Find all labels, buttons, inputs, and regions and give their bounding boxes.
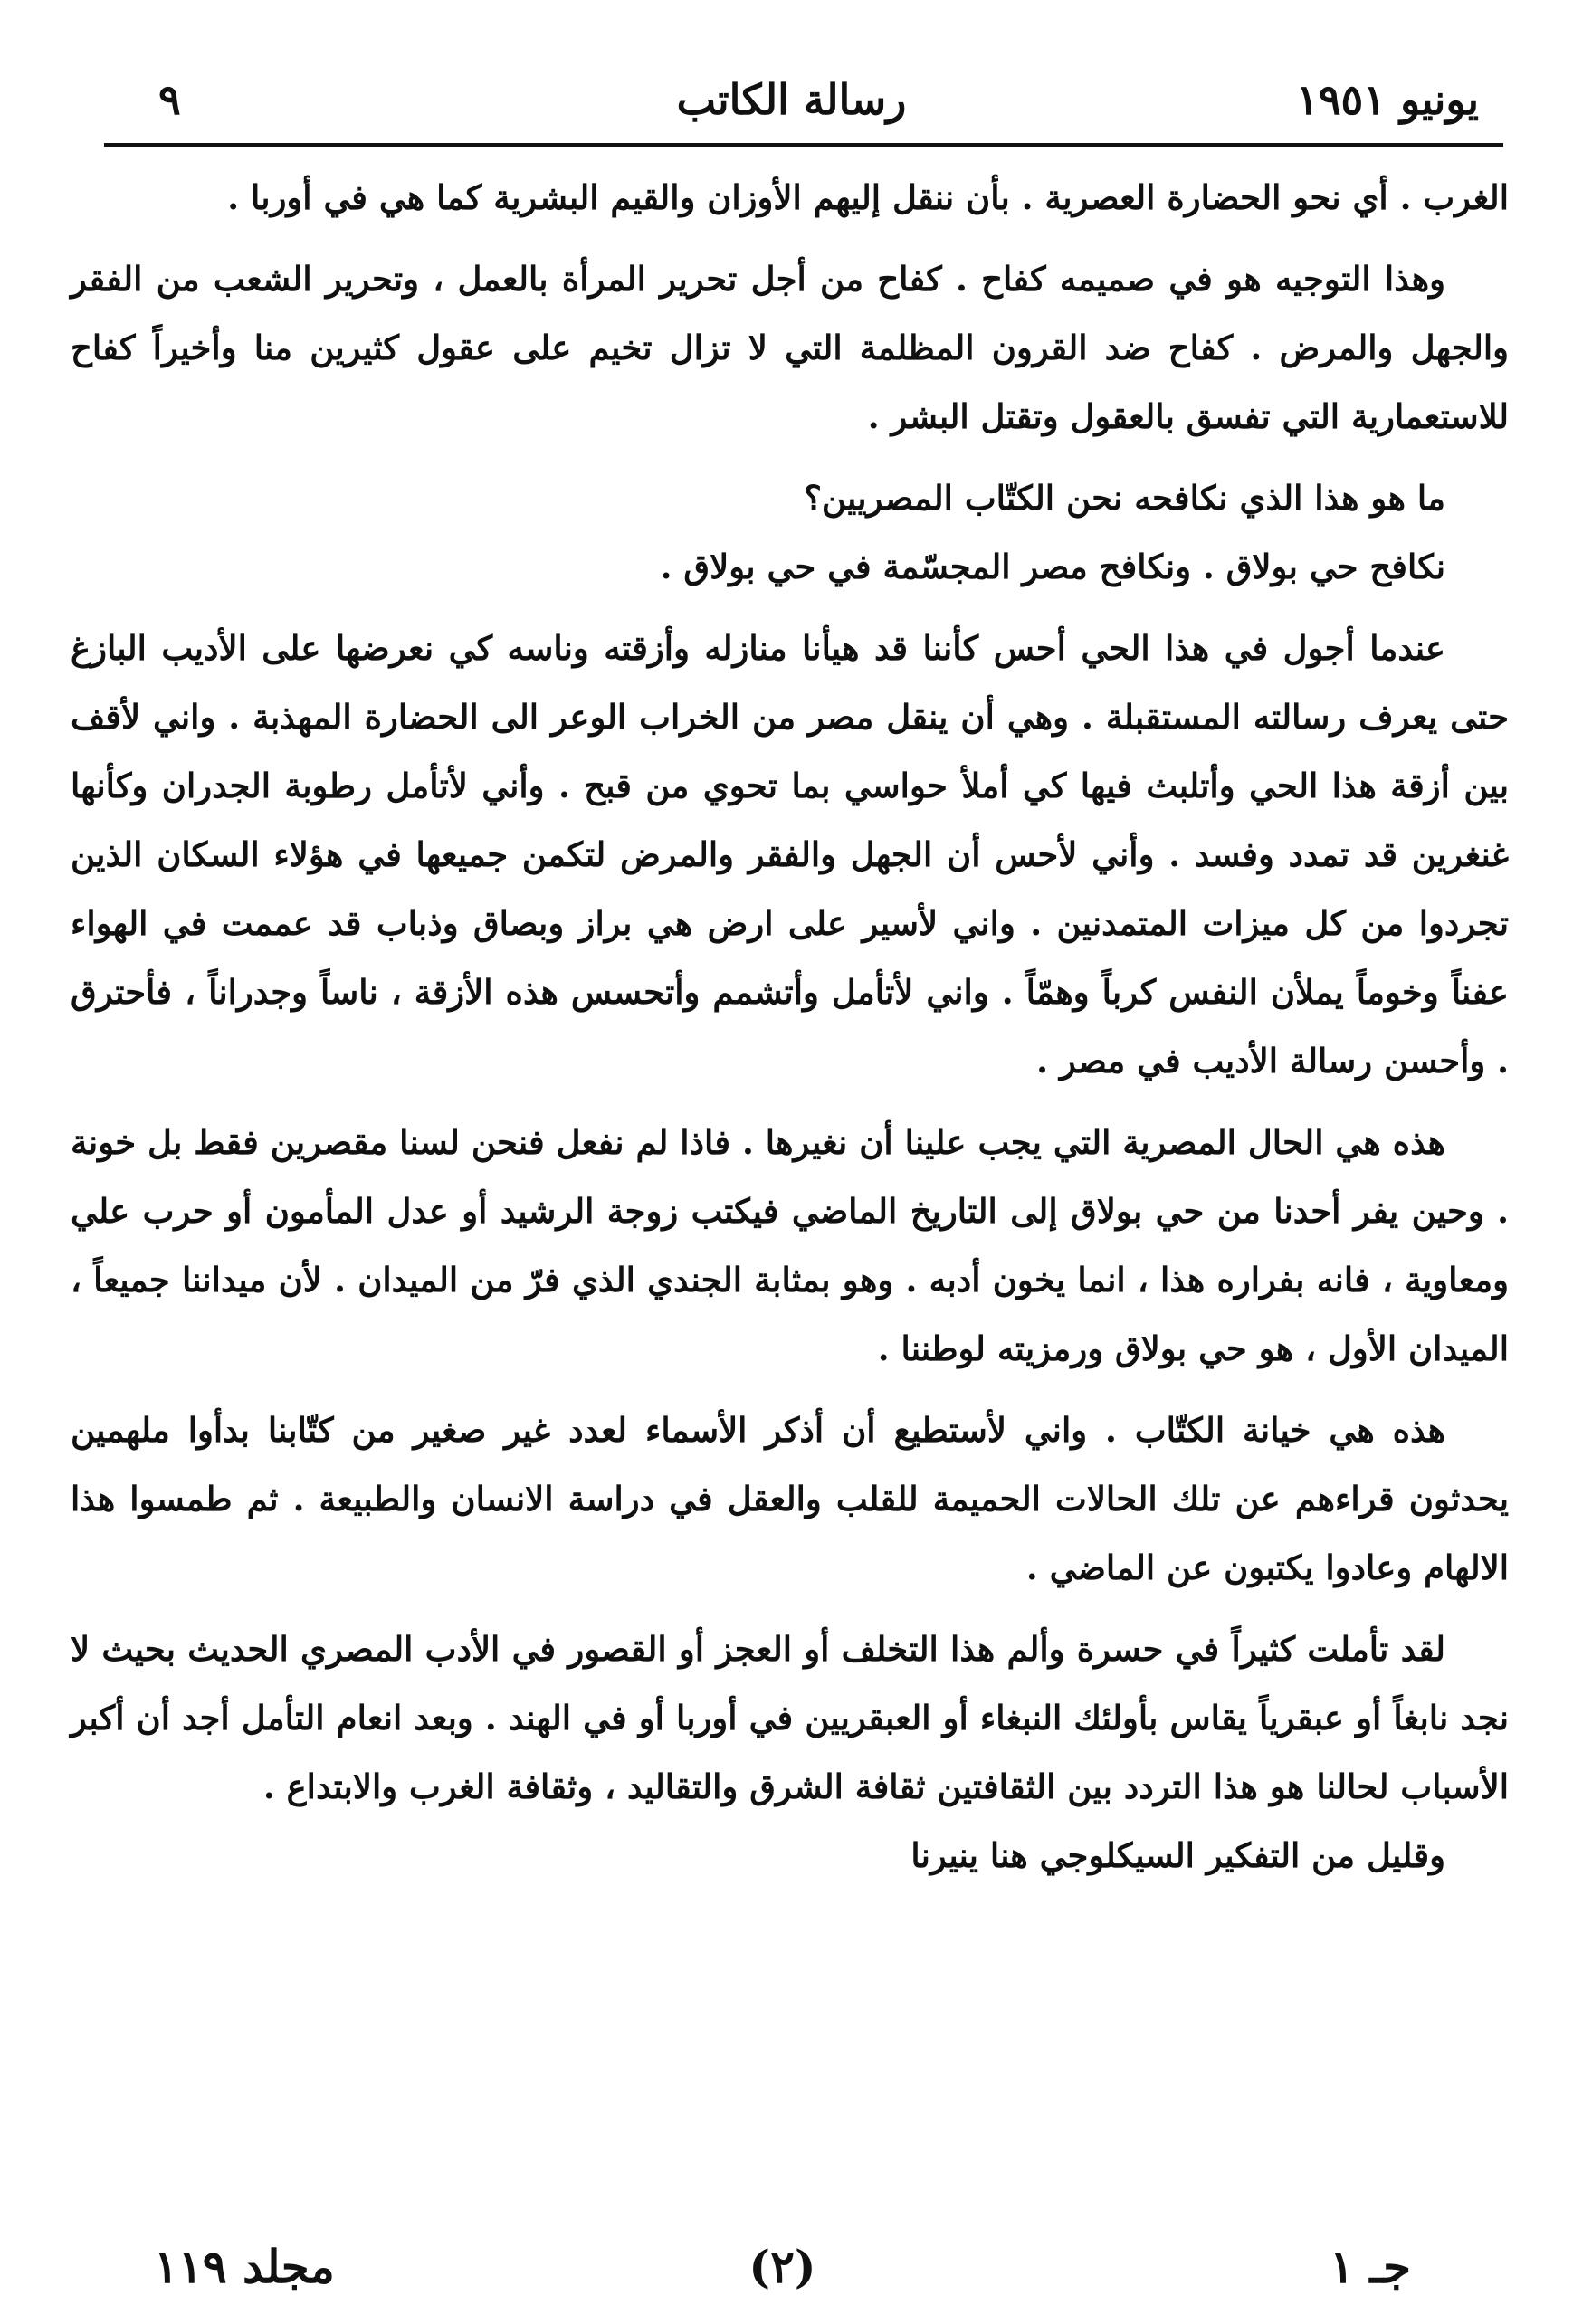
part-label: جـ ١ [1330,2240,1411,2293]
volume-page: مجلد ١١٩ [154,2240,335,2293]
issue-number: (٢) [748,2240,816,2293]
paragraph: وهذا التوجيه هو في صميمه كفاح . كفاح من أجل تحرير المرأة بالعمل ، وتحرير الشعب من الفقر والجهل والمرض . كفاح ضد القرون المظلمة التي لا تزال تخيم على عقول كثيرين منا وأخيراً كفاح للاستعمارية التي تفسق بالعقول وتقتل البشر . [71,259,1509,436]
page-header [104,63,1479,136]
page-number: ٩ [158,75,181,124]
paragraph: هذه هي خيانة الكتّاب . واني لأستطيع أن أذكر الأسماء لعدد غير صغير من كتّابنا بدأوا ملهمين يحدثون قراءهم عن تلك الحالات الحميمة للقلب والعقل في دراسة الانسان والطبيعة . ثم طمسوا هذا الالهام وعادوا يكتبون عن الماضي . [71,1410,1509,1587]
paragraph: هذه هي الحال المصرية التي يجب علينا أن نغيرها . فاذا لم نفعل فنحن لسنا مقصرين فقط بل خونة . وحين يفر أحدنا من حي بولاق إلى التاريخ الماضي فيكتب زوجة الرشيد أو عدل المأمون أو حرب علي ومعاوية ، فانه بفراره هذا ، انما يخون أدبه . وهو بمثابة الجندي الذي فرّ من الميدان . لأن ميداننا جميعاً ، الميدان الأول ، هو حي بولاق ورمزيته لوطننا . [71,1122,1509,1368]
paragraph: عندما أجول في هذا الحي أحس كأننا قد هيأنا منازله وأزقته وناسه كي نعرضها على الأديب البازغ حتى يعرف رسالته المستقبلة . وهي أن ينقل مصر من الخراب الوعر الى الحضارة المهذبة . واني لأقف بين أزقة هذا الحي وأتلبث فيها كي أملأ حواسي بما تحوي من قبح . وأني لأتأمل رطوبة الجدران وكأنها غنغرين قد تمدد وفسد . وأني لأحس أن الجهل والفقر والمرض لتكمن جميعها في هؤلاء السكان الذين تجردوا من كل ميزات المتمدنين . واني لأسير على ارض هي براز وبصاق وذباب قد عممت في الهواء عفناً وخوماً يملأن النفس كرباً وهمّاً . واني لأتأمل وأتشمم وأتحسس هذه الأزقة ، ناساً وجدراناً ، فأحترق . وأحسن رسالة الأديب في مصر . [71,628,1509,1081]
paragraph: الغرب . أي نحو الحضارة العصرية . بأن ننقل إليهم الأوزان والقيم البشرية كما هي في أوربا . [227,177,1509,217]
page-footer [154,2231,1411,2303]
paragraph: ما هو هذا الذي نكافحه نحن الكتّاب المصريين؟ [804,478,1445,518]
magazine-title: رسالة الكاتب [676,75,907,124]
issue-date: يونيو ١٩٥١ [1296,75,1479,124]
paragraph: لقد تأملت كثيراً في حسرة وألم هذا التخلف أو العجز أو القصور في الأدب المصري الحديث بحيث لا نجد نابغاً أو عبقرياً يقاس بأولئك النبغاء أو العبقريين في أوربا أو في الهند . وبعد انعام التأمل أجد أن أكبر الأسباب لحالنا هو هذا التردد بين الثقافتين ثقافة الشرق والتقاليد ، وثقافة الغرب والابتداع . [71,1629,1509,1806]
article-body [71,163,1509,1902]
paragraph: نكافح حي بولاق . ونكافح مصر المجسّمة في حي بولاق . [660,547,1445,586]
header-divider [104,143,1503,147]
paragraph: وقليل من التفكير السيكلوجي هنا ينيرنا [910,1835,1445,1875]
